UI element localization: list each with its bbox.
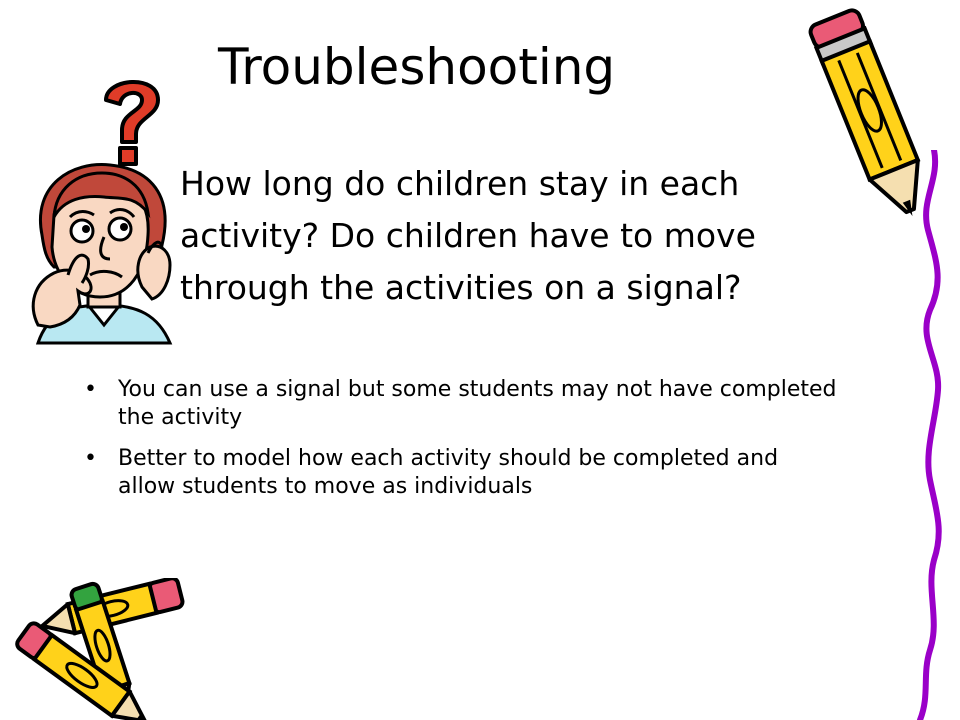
question-text: How long do children stay in each activity? Do children have to move through the activities on a signal? (180, 164, 756, 307)
bullet-text: Better to model how each activity should be completed and allow students to move as individuals (118, 446, 779, 499)
bullet-glyph: • (84, 377, 97, 402)
bullet-text: You can use a signal but some students may not have completed the activity (118, 377, 837, 430)
slide-title: Troubleshooting (218, 38, 616, 96)
pencil-icon (0, 578, 200, 720)
list-item (82, 376, 842, 432)
bullet-glyph: • (84, 446, 97, 471)
bullet-list (82, 376, 842, 514)
squiggle-line-icon (900, 150, 960, 720)
thinking-person-icon (24, 155, 184, 345)
list-item (82, 445, 842, 501)
